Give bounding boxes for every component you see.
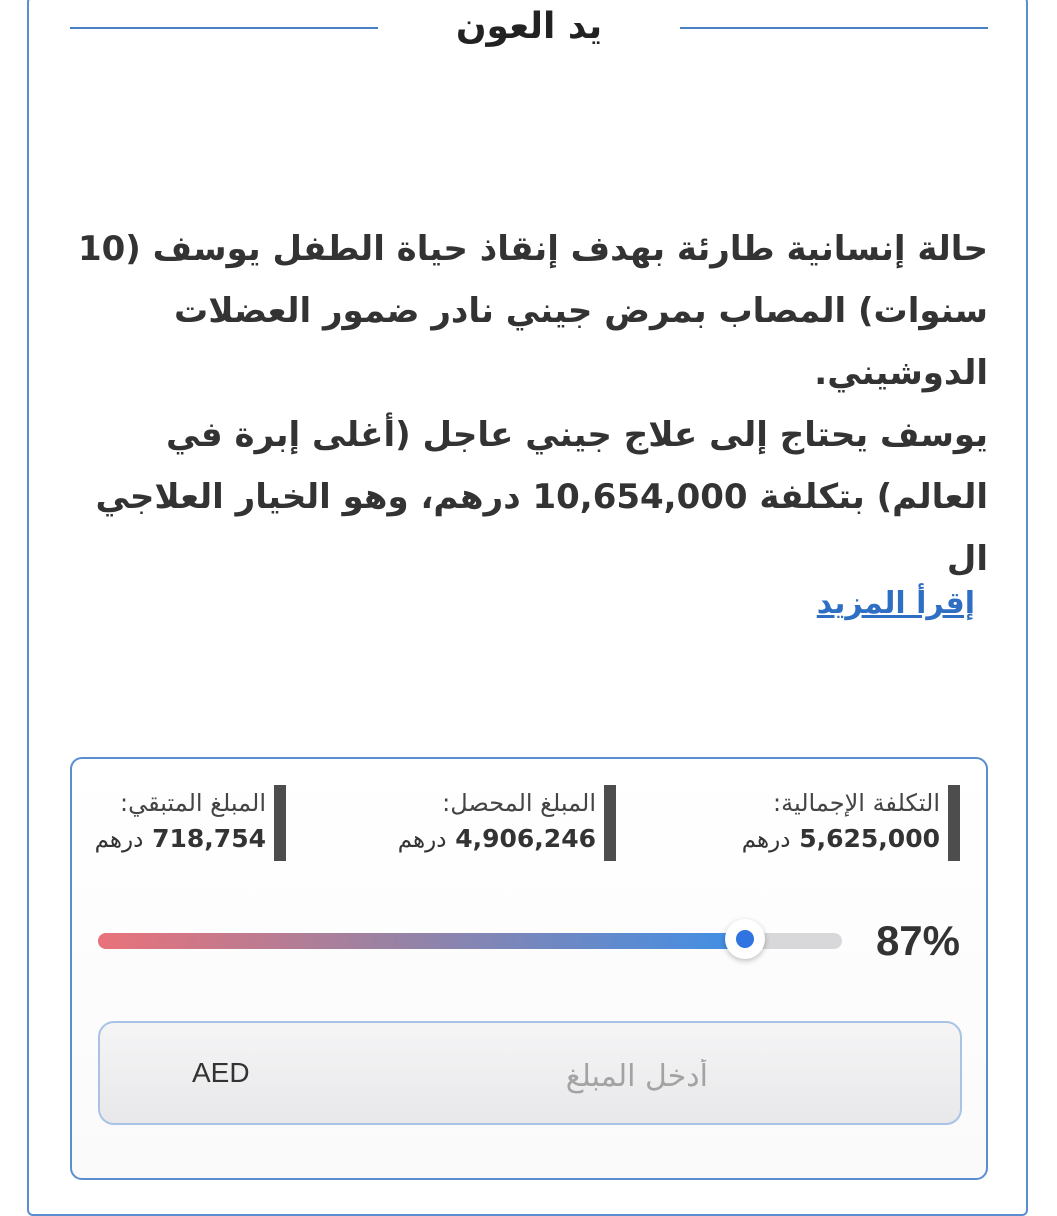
stat-label: التكلفة الإجمالية: [773,789,940,817]
stat-unit: درهم [94,827,144,853]
stat-label: المبلغ المتبقي: [119,789,266,817]
header-divider-right [680,27,988,29]
case-description [70,218,988,590]
header-divider-left [70,27,378,29]
amount-input[interactable] [386,1053,710,1099]
stat-unit: درهم [741,827,791,853]
description-paragraph: يوسف يحتاج إلى علاج جيني عاجل (أغلى إبرة في العالم) بتكلفة 10,654,000 درهم، وهو الخيار العلاجي ال [95,415,988,579]
description-paragraph: حالة إنسانية طارئة بهدف إنقاذ حياة الطفل يوسف (10 سنوات) المصاب بمرض جيني نادر ضمور العضلات الدوشيني. [77,229,988,393]
progress-fill [98,933,745,949]
currency-label: AED [192,1057,250,1088]
stat-amount: 4,906,246 [455,824,596,853]
stat-amount: 718,754 [152,824,266,853]
progress-percent: 87% [875,917,960,964]
page-title: يد العون [455,6,603,47]
stat-value [386,821,596,858]
stat-marker [948,785,960,861]
stat-amount: 5,625,000 [799,824,940,853]
progress-bar [98,933,842,949]
stat-remaining-amount [96,785,286,861]
stat-unit: درهم [397,827,447,853]
amount-field[interactable] [98,1021,962,1125]
read-more-link[interactable]: إقرأ المزيد [816,586,975,621]
stat-value [96,821,266,858]
stat-collected-amount [386,785,616,861]
stat-marker [604,785,616,861]
stat-marker [274,785,286,861]
progress-thumb[interactable] [725,919,765,959]
stat-total-cost [730,785,960,861]
donation-card [70,757,988,1180]
stat-value [730,821,940,858]
stat-label: المبلغ المحصل: [442,789,596,817]
